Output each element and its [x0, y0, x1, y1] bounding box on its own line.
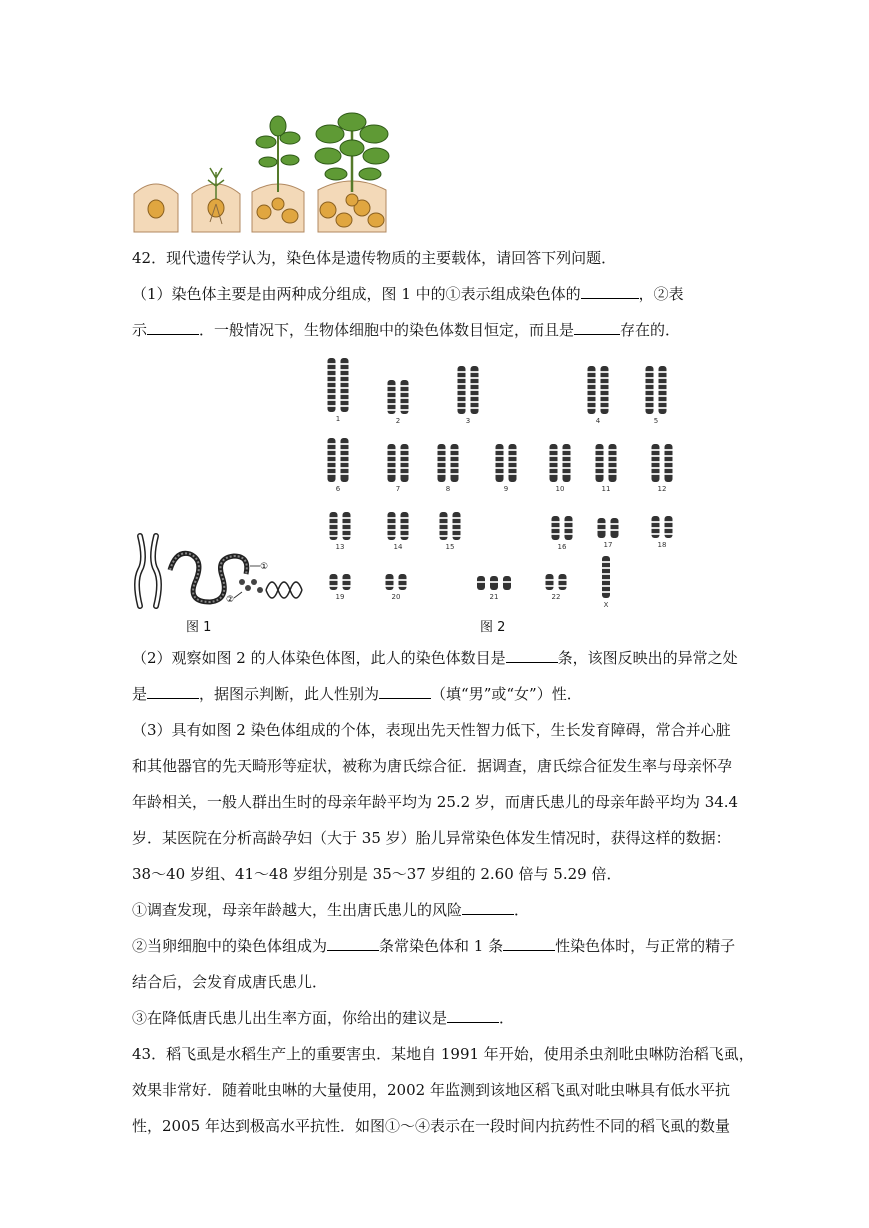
karyotype-number-X: X: [603, 601, 609, 609]
answer-blank-abnormality[interactable]: [147, 684, 199, 699]
chromosome-pair-3: [458, 366, 479, 414]
chromosome-pair-11: [596, 444, 617, 482]
chromosome-pair-21: [477, 576, 511, 590]
q42-subq1-end: ．: [514, 901, 530, 919]
karyotype-number-22: 22: [551, 593, 561, 601]
figure2-karyotype: [310, 352, 690, 614]
chromosome-pair-8: [438, 444, 459, 482]
karyotype-number-4: 4: [595, 417, 601, 425]
q42-subq3-text: ③在降低唐氏患儿出生率方面，你给出的建议是: [132, 1009, 448, 1027]
chromosome-pair-10: [550, 444, 571, 482]
q42-part1-text-b: ，②表: [638, 285, 684, 303]
karyotype-number-17: 17: [603, 541, 613, 549]
karyotype-number-19: 19: [335, 593, 345, 601]
q42-part2-text-b: 条，该图反映出的异常之处: [557, 649, 738, 667]
q42-part1-line1: [132, 284, 742, 304]
karyotype-number-1: 1: [335, 415, 341, 423]
q42-part2-text-e: （填“男”或“女”）性．: [431, 685, 582, 703]
answer-blank-sex-chromosome[interactable]: [503, 936, 555, 951]
q42-subq2-text-a: ②当卵细胞中的染色体组成为: [132, 937, 328, 955]
chromosome-pair-14: [388, 512, 409, 540]
q42-part2-line2: [132, 684, 742, 704]
answer-blank-risk[interactable]: [462, 900, 514, 915]
chromosome-pair-9: [496, 444, 517, 482]
karyotype-number-3: 3: [465, 417, 471, 425]
chromosome-pair-18: [652, 516, 673, 538]
chromosome-pair-22: [546, 574, 567, 590]
q42-part1-text-c: 示: [132, 321, 148, 339]
q42-subq1-text: ①调查发现，母亲年龄越大，生出唐氏患儿的风险: [132, 901, 463, 919]
q42-subq1: [132, 900, 742, 920]
chromosome-pair-13: [330, 512, 351, 540]
q42-part3-line2: 和其他器官的先天畸形等症状，被称为唐氏综合征．据调查，唐氏综合征发生率与母亲怀孕: [132, 757, 733, 775]
answer-blank-suggestion[interactable]: [447, 1008, 499, 1023]
karyotype-number-8: 8: [445, 485, 451, 493]
q42-subq2-text-b: 条常染色体和 1 条: [379, 937, 504, 955]
q42-part2-line1: [132, 648, 742, 668]
karyotype-number-13: 13: [335, 543, 345, 551]
chromosome-pair-15: [440, 512, 461, 540]
q42-part1-text-e: 存在的．: [620, 321, 681, 339]
chromosome-pair-19: [330, 574, 351, 590]
q42-part2-text-c: 是: [132, 685, 148, 703]
q42-part3-line5: 38～40 岁组、41～48 岁组分别是 35～37 岁组的 2.60 倍与 5.29 倍．: [132, 865, 622, 883]
figure1-chromosome-structure: [130, 530, 310, 612]
chromosome-pair-16: [552, 516, 573, 540]
chromosome-pair-7: [388, 444, 409, 482]
q43-line1: 43．稻飞虱是水稻生产上的重要害虫．某地自 1991 年开始，使用杀虫剂吡虫啉防治稻飞虱，: [132, 1045, 754, 1063]
karyotype-number-11: 11: [601, 485, 611, 493]
chromosome-pair-20: [386, 574, 407, 590]
chromosome-pair-12: [652, 444, 673, 482]
q42-part2-text-a: （2）观察如图 2 的人体染色体图，此人的染色体数目是: [132, 649, 506, 667]
figure1-label: 图 1: [186, 620, 212, 635]
q43-line3: 性，2005 年达到极高水平抗性．如图①～④表示在一段时间内抗药性不同的稻飞虱的数量: [132, 1117, 730, 1135]
chromosome-pair-4: [588, 366, 609, 414]
answer-blank-autosome-count[interactable]: [327, 936, 379, 951]
q43-line2: 效果非常好．随着吡虫啉的大量使用，2002 年监测到该地区稻飞虱对吡虫啉具有低水平抗: [132, 1081, 730, 1099]
karyotype-number-18: 18: [657, 541, 667, 549]
q42-subq3: [132, 1008, 742, 1028]
karyotype-number-21: 21: [489, 593, 499, 601]
q42-subq2-line2: 结合后，会发育成唐氏患儿．: [132, 973, 328, 991]
fig1-marker-2: ②: [226, 595, 235, 605]
chromosome-pair-2: [388, 380, 409, 414]
chromosome-pair-17: [598, 518, 619, 538]
chromosome-pair-1: [328, 358, 349, 412]
karyotype-number-7: 7: [395, 485, 401, 493]
karyotype-number-5: 5: [653, 417, 659, 425]
answer-blank-component-1[interactable]: [581, 284, 639, 299]
q42-part1-text-a: （1）染色体主要是由两种成分组成，图 1 中的①表示组成染色体的: [132, 285, 581, 303]
figure2-label: 图 2: [480, 620, 506, 635]
potato-growth-illustration: [130, 112, 392, 234]
chromosome-pair-X: [602, 556, 610, 598]
q42-part1-text-d: ．一般情况下，生物体细胞中的染色体数目恒定，而且是: [199, 321, 575, 339]
q42-subq2-line1: [132, 936, 742, 956]
chromosome-pair-5: [646, 366, 667, 414]
q42-part3-line3: 年龄相关，一般人群出生时的母亲年龄平均为 25.2 岁，而唐氏患儿的母亲年龄平均为 34.4: [132, 793, 739, 811]
karyotype-number-2: 2: [395, 417, 401, 425]
karyotype-number-12: 12: [657, 485, 667, 493]
q42-part1-line2: [132, 320, 742, 340]
karyotype-number-14: 14: [393, 543, 403, 551]
q42-subq3-end: ．: [499, 1009, 515, 1027]
q42-subq2-text-c: 性染色体时，与正常的精子: [555, 937, 736, 955]
karyotype-number-6: 6: [335, 485, 341, 493]
fig1-marker-1: ①: [260, 562, 269, 572]
q42-part2-text-d: ，据图示判断，此人性别为: [199, 685, 380, 703]
karyotype-number-10: 10: [555, 485, 565, 493]
answer-blank-component-2[interactable]: [147, 320, 199, 335]
karyotype-number-15: 15: [445, 543, 455, 551]
q42-part3-line4: 岁．某医院在分析高龄孕妇（大于 35 岁）胎儿异常染色体发生情况时，获得这样的数据：: [132, 829, 731, 847]
karyotype-number-9: 9: [503, 485, 509, 493]
karyotype-number-20: 20: [391, 593, 401, 601]
chromosome-pair-6: [328, 438, 349, 482]
q42-part3-line1: （3）具有如图 2 染色体组成的个体，表现出先天性智力低下，生长发育障碍，常合并心脏: [132, 721, 731, 739]
answer-blank-sex[interactable]: [379, 684, 431, 699]
answer-blank-pairing[interactable]: [574, 320, 620, 335]
q42-title: 42．现代遗传学认为，染色体是遗传物质的主要载体，请回答下列问题．: [132, 249, 617, 267]
answer-blank-chromosome-count[interactable]: [506, 648, 558, 663]
karyotype-number-16: 16: [557, 543, 567, 551]
